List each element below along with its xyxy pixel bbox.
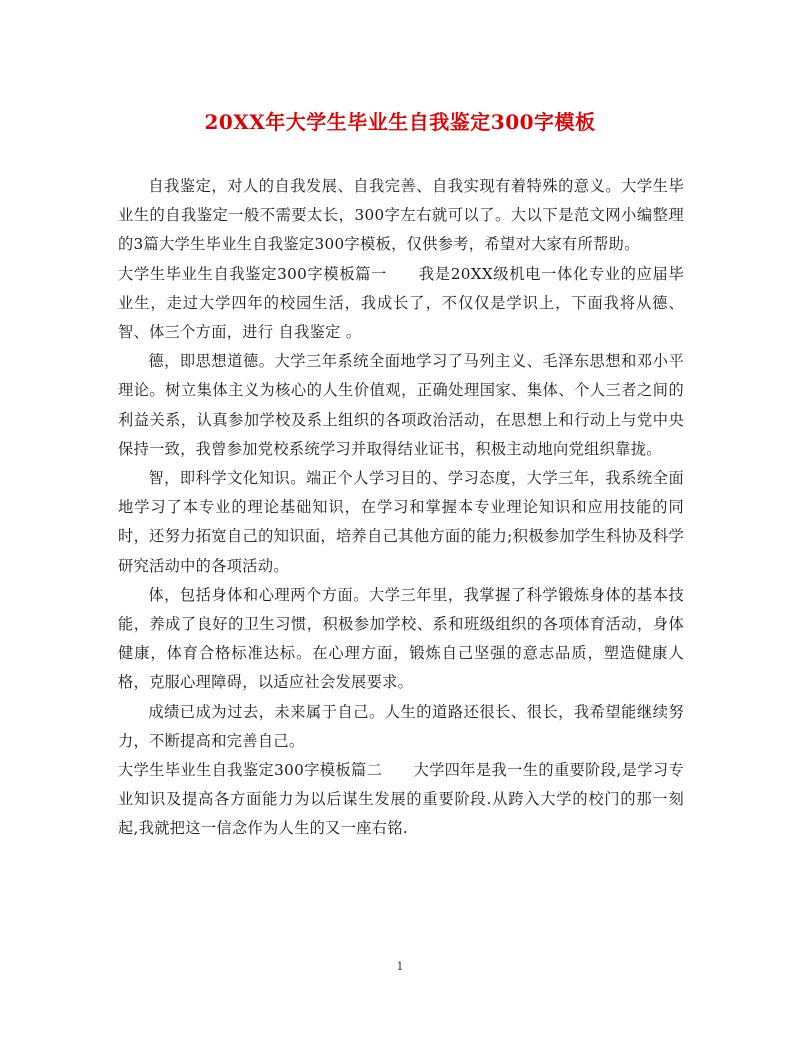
paragraph-template-one: 大学生毕业生自我鉴定300字模板篇一 我是20XX级机电一体化专业的应届毕业生，走过大学四年的校园生活，我成长了，不仅仅是学识上，下面我将从德、智、体三个方面，进行 自我鉴定 。 xyxy=(118,264,684,342)
paragraph-intro: 自我鉴定，对人的自我发展、自我完善、自我实现有着特殊的意义。大学生毕业生的自我鉴定一般不需要太长，300字左右就可以了。大以下是范文网小编整理的3篇大学生毕业生自我鉴定300字模板，仅供参考，希望对大家有所帮助。 xyxy=(118,177,684,254)
paragraph-template-two: 大学生毕业生自我鉴定300字模板篇二 大学四年是我一生的重要阶段,是学习专业知识及提高各方面能力为以后谋生发展的重要阶段.从跨入大学的校门的那一刻起,我就把这一信念作为人生的又一座右铭. xyxy=(118,761,684,838)
paragraph-physical: 体，包括身体和心理两个方面。大学三年里，我掌握了科学锻炼身体的基本技能，养成了良好的卫生习惯，积极参加学校、系和班级组织的各项体育活动，身体健康，体育合格标准达标。在心理方面，锻炼自己坚强的意志品质，塑造健康人格，克服心理障碍，以适应社会发展要求。 xyxy=(118,585,684,692)
paragraph-morality: 德，即思想道德。大学三年系统全面地学习了马列主义、毛泽东思想和邓小平理论。树立集体主义为核心的人生价值观，正确处理国家、集体、个人三者之间的利益关系，认真参加学校及系上组织的各项政治活动，在思想上和行动上与党中央保持一致，我曾参加党校系统学习并取得结业证书，积极主动地向党组织靠拢。 xyxy=(118,352,684,458)
document-title: 20XX年大学生毕业生自我鉴定300字模板 xyxy=(204,110,596,134)
document-body xyxy=(118,172,684,844)
page-number: 1 xyxy=(396,960,404,973)
paragraph-knowledge: 智，即科学文化知识。端正个人学习目的、学习态度，大学三年，我系统全面地学习了本专业的理论基础知识，在学习和掌握本专业理论知识和应用技能的同时，还努力拓宽自己的知识面，培养自己其他方面的能力;积极参加学生科协及科学研究活动中的各项活动。 xyxy=(118,469,684,575)
paragraph-conclusion: 成绩已成为过去，未来属于自己。人生的道路还很长、很长，我希望能继续努力，不断提高和完善自己。 xyxy=(118,702,684,750)
